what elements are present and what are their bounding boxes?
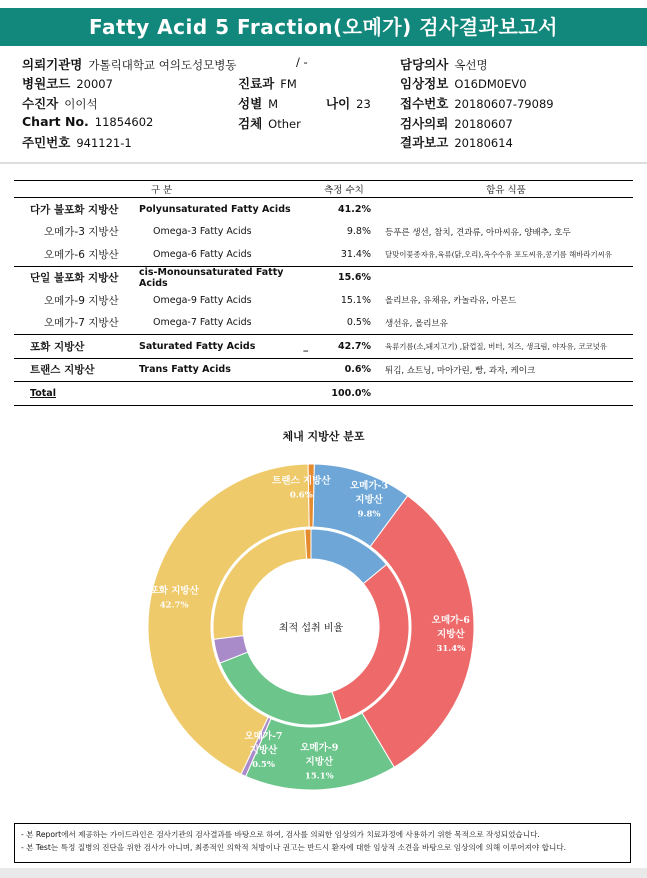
row-value: 0.5%	[346, 317, 371, 329]
row-kor: 단일 불포화 지방산	[14, 266, 139, 289]
slice-label-line: 42.7%	[159, 600, 189, 611]
specimen-value: Other	[268, 117, 301, 131]
row-food: 생선유, 올리브유	[385, 318, 448, 329]
doctor-value: 옥선명	[454, 58, 488, 72]
total-value: 100.0%	[309, 382, 379, 406]
id-no-label: 주민번호	[22, 135, 71, 150]
slice-label-line: 15.1%	[304, 771, 334, 782]
chart-no-label: Chart No.	[22, 114, 89, 129]
institution-value: 가톨릭대학교 여의도성모병동	[88, 58, 237, 72]
row-eng: Omega-3 Fatty Acids	[153, 226, 252, 238]
slice-label-line: 지방산	[355, 494, 383, 506]
dept-label: 진료과	[238, 76, 275, 91]
slice-label-line: 31.4%	[436, 643, 466, 654]
slice-label-line: 오메가-3	[350, 480, 389, 492]
specimen-label: 검체	[238, 116, 263, 131]
slice-label-line: 포화 지방산	[149, 585, 199, 597]
row-kor: 오메가-7 지방산	[44, 317, 119, 330]
row-food: 육류기름(소,돼지고기) ,닭껍질, 버터, 치즈, 생크림, 야자유, 코코넛유	[379, 335, 633, 359]
disclaimer-box	[14, 823, 631, 863]
clinical-label: 임상정보	[400, 76, 449, 91]
slice-label-line: 지방산	[437, 628, 465, 640]
row-eng: Trans Fatty Acids	[139, 358, 309, 382]
slice-label-line: 오메가-6	[431, 614, 470, 626]
slice-label-line: 오메가-7	[244, 731, 283, 743]
slice-label-line: 0.6%	[289, 490, 313, 501]
receipt-label: 접수번호	[400, 96, 449, 111]
id-no-value: 941121-1	[76, 136, 132, 150]
institution-slash-value: / -	[296, 55, 308, 69]
slice-label-line: 지방산	[305, 756, 334, 768]
report-title: Fatty Acid 5 Fraction(오메가) 검사결과보고서	[0, 8, 647, 46]
age-label: 나이	[326, 96, 351, 111]
row-value: 42.7%	[309, 335, 379, 359]
slice-label-line: 트랜스 지방산	[272, 475, 331, 487]
hospital-code-value: 20007	[76, 77, 113, 91]
row-eng: Saturated Fatty Acids	[139, 340, 256, 352]
row-kor: 오메가-6 지방산	[44, 248, 119, 261]
request-date-value: 20180607	[454, 117, 513, 131]
total-label: Total	[14, 382, 139, 406]
footer-bar	[0, 868, 647, 878]
center-label: 최적 섭취 비율	[278, 623, 344, 634]
row-eng: Omega-7 Fatty Acids	[153, 317, 252, 329]
receipt-value: 20180607-79089	[454, 97, 554, 111]
header-value: 측정 수치	[309, 181, 379, 198]
row-food: 튀김, 쇼트닝, 마아가린, 빵, 과자, 케이크	[379, 358, 633, 382]
row-kor: 오메가-9 지방산	[44, 294, 119, 307]
row-value: 0.6%	[309, 358, 379, 382]
row-kor: 포화 지방산	[14, 335, 139, 359]
row-eng: Polyunsaturated Fatty Acids	[139, 198, 309, 221]
row-value: 31.4%	[340, 248, 371, 260]
report-date-label: 결과보고	[400, 135, 449, 150]
dept-value: FM	[280, 77, 297, 91]
row-eng: Omega-6 Fatty Acids	[153, 248, 252, 260]
report-date-value: 20180614	[454, 136, 513, 150]
row-eng: cis-Monounsaturated Fatty Acids	[139, 266, 309, 289]
slice-label-line: 0.5%	[252, 760, 275, 771]
chart-title: 체내 지방산 분포	[282, 430, 365, 443]
row-eng: Omega-9 Fatty Acids	[153, 294, 252, 306]
doctor-label: 담당의사	[400, 57, 449, 72]
row-food: 올리브유, 유채유, 카놀라유, 아몬드	[385, 296, 517, 307]
row-kor: 다가 불포화 지방산	[14, 198, 139, 221]
disclaimer-line: - 본 Test는 특정 질병의 진단을 위한 검사가 아니며, 최종적인 의학적 처방이나 권고는 반드시 환자에 대한 임상적 소견을 바탕으로 임상의에 의해 이루어져야 합니다.	[21, 843, 567, 852]
row-value: 9.8%	[346, 226, 371, 238]
row-kor: 트랜스 지방산	[14, 358, 139, 382]
patient-label: 수진자	[22, 96, 59, 111]
header-category: 구 분	[14, 181, 309, 198]
slice-label-line: 9.8%	[357, 509, 381, 520]
row-value: 15.1%	[340, 294, 371, 306]
slice-label-line: 오메가-9	[300, 742, 339, 754]
row-value: 41.2%	[309, 198, 379, 221]
patient-value: 이이석	[64, 97, 98, 111]
institution-label: 의뢰기관명	[22, 57, 83, 72]
chart-no-value: 11854602	[94, 115, 154, 129]
slice-label-line: 지방산	[249, 745, 278, 757]
clinical-value: O16DM0EV0	[454, 77, 527, 91]
row-food: 등푸른 생선, 참치, 견과류, 아마씨유, 양배추, 호두	[385, 227, 571, 238]
row-kor: 오메가-3 지방산	[44, 226, 119, 239]
disclaimer-line: - 본 Report에서 제공하는 가이드라인은 검사기관의 검사결과를 바탕으로 하여, 검사를 의뢰한 임상의가 치료과정에 사용하기 위한 목적으로 작성되었습니다.	[21, 830, 540, 839]
hospital-code-label: 병원코드	[22, 76, 71, 91]
age-value: 23	[356, 97, 371, 111]
request-date-label: 검사의뢰	[400, 116, 449, 131]
header-food: 함유 식품	[379, 181, 633, 198]
row-mark: _	[303, 340, 309, 352]
row-food: 달맞이꽃종자유,육류(닭,오리),옥수수유 포도씨유,콩기름 해바라기씨유	[385, 249, 612, 259]
sex-label: 성별	[238, 96, 263, 111]
row-value: 15.6%	[309, 266, 379, 289]
sex-value: M	[268, 97, 279, 111]
